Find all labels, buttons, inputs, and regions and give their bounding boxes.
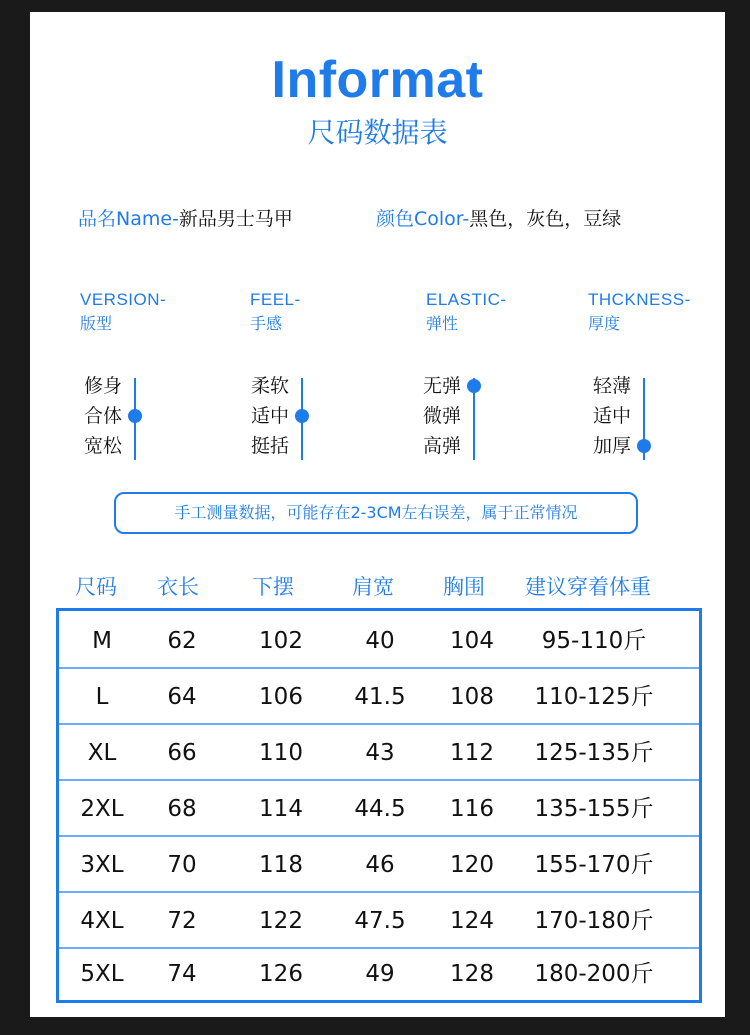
cell-weight: 170-180斤 xyxy=(534,908,654,934)
scale-marker-dot xyxy=(467,379,481,393)
attr-zh-label: 厚度 xyxy=(588,314,621,333)
attr-option: 挺括 xyxy=(251,435,290,457)
attr-option: 宽松 xyxy=(84,435,123,457)
product-name-info xyxy=(78,206,293,232)
attr-version-header xyxy=(80,288,166,336)
attr-zh-label: 弹性 xyxy=(426,314,459,333)
cell-chest: 128 xyxy=(450,961,494,987)
cell-length: 68 xyxy=(167,796,197,822)
measurement-note: 手工测量数据，可能存在2-3CM左右误差，属于正常情况 xyxy=(114,492,638,534)
column-header-hem: 下摆 xyxy=(252,575,294,599)
cell-size: XL xyxy=(87,740,117,766)
product-name-label: 品名Name- xyxy=(78,208,179,230)
cell-size: L xyxy=(95,684,109,710)
table-row xyxy=(59,779,699,837)
table-row xyxy=(59,613,699,669)
product-name-value: 新品男士马甲 xyxy=(178,208,293,230)
table-row xyxy=(59,891,699,949)
page-title: Informat xyxy=(271,51,484,109)
cell-size: 3XL xyxy=(80,852,124,878)
cell-shoulder: 49 xyxy=(365,961,395,987)
attr-en-label: ELASTIC- xyxy=(426,290,507,309)
attr-en-label: VERSION- xyxy=(80,290,167,309)
cell-shoulder: 43 xyxy=(365,740,395,766)
cell-chest: 104 xyxy=(450,628,494,654)
cell-hem: 114 xyxy=(259,796,303,822)
attr-zh-label: 手感 xyxy=(250,314,283,333)
cell-weight: 125-135斤 xyxy=(534,740,654,766)
table-row xyxy=(59,835,699,893)
cell-weight: 95-110斤 xyxy=(541,628,647,654)
cell-hem: 110 xyxy=(259,740,303,766)
cell-hem: 122 xyxy=(259,908,303,934)
attr-feel-scale xyxy=(251,374,321,464)
attr-elastic-header xyxy=(426,288,507,336)
cell-shoulder: 40 xyxy=(365,628,395,654)
cell-chest: 112 xyxy=(450,740,494,766)
cell-shoulder: 46 xyxy=(365,852,395,878)
color-info xyxy=(376,206,621,232)
attr-option: 修身 xyxy=(84,375,123,397)
table-header xyxy=(30,572,725,602)
cell-shoulder: 47.5 xyxy=(354,908,406,934)
cell-shoulder: 44.5 xyxy=(354,796,406,822)
table-row xyxy=(59,947,699,999)
attr-en-label: FEEL- xyxy=(250,290,301,309)
column-header-size: 尺码 xyxy=(75,575,117,599)
cell-hem: 106 xyxy=(259,684,303,710)
cell-hem: 102 xyxy=(259,628,303,654)
cell-chest: 120 xyxy=(450,852,494,878)
attr-option: 高弹 xyxy=(423,435,462,457)
column-header-weight: 建议穿着体重 xyxy=(525,575,651,599)
table-row xyxy=(59,667,699,725)
attr-option: 适中 xyxy=(251,405,290,427)
cell-shoulder: 41.5 xyxy=(354,684,406,710)
attr-option: 微弹 xyxy=(423,405,462,427)
cell-chest: 116 xyxy=(450,796,494,822)
cell-length: 64 xyxy=(167,684,197,710)
column-header-chest: 胸围 xyxy=(443,575,485,599)
cell-length: 72 xyxy=(167,908,197,934)
scale-marker-dot xyxy=(128,409,142,423)
cell-size: 4XL xyxy=(80,908,124,934)
attr-feel-header xyxy=(250,288,301,336)
attr-option: 适中 xyxy=(593,405,632,427)
scale-marker-dot xyxy=(637,439,651,453)
cell-length: 70 xyxy=(167,852,197,878)
cell-weight: 155-170斤 xyxy=(534,852,654,878)
attr-option: 加厚 xyxy=(593,435,632,457)
cell-chest: 108 xyxy=(450,684,494,710)
color-value: 黑色，灰色，豆绿 xyxy=(469,208,622,230)
size-table xyxy=(56,608,702,1003)
cell-weight: 110-125斤 xyxy=(534,684,654,710)
attr-option: 柔软 xyxy=(251,375,290,397)
column-header-length: 衣长 xyxy=(157,575,199,599)
color-label: 颜色Color- xyxy=(376,208,470,230)
cell-length: 74 xyxy=(167,961,197,987)
size-sheet xyxy=(30,12,725,1017)
cell-weight: 180-200斤 xyxy=(534,961,654,987)
cell-size: 2XL xyxy=(80,796,124,822)
attr-thickness-scale xyxy=(593,374,663,464)
attr-elastic-scale xyxy=(423,374,493,464)
cell-weight: 135-155斤 xyxy=(534,796,654,822)
cell-length: 66 xyxy=(167,740,197,766)
scale-marker-dot xyxy=(295,409,309,423)
attr-option: 轻薄 xyxy=(593,375,632,397)
cell-hem: 126 xyxy=(259,961,303,987)
cell-chest: 124 xyxy=(450,908,494,934)
cell-hem: 118 xyxy=(259,852,303,878)
attr-thickness-header xyxy=(588,288,691,336)
attr-option: 合体 xyxy=(84,405,123,427)
cell-size: M xyxy=(92,628,112,654)
attr-en-label: THCKNESS- xyxy=(588,290,691,309)
table-row xyxy=(59,723,699,781)
attr-zh-label: 版型 xyxy=(80,314,113,333)
cell-size: 5XL xyxy=(80,961,124,987)
attr-option: 无弹 xyxy=(423,375,462,397)
page-subtitle: 尺码数据表 xyxy=(307,116,448,149)
cell-length: 62 xyxy=(167,628,197,654)
column-header-shoulder: 肩宽 xyxy=(352,575,394,599)
attr-version-scale xyxy=(84,374,154,464)
